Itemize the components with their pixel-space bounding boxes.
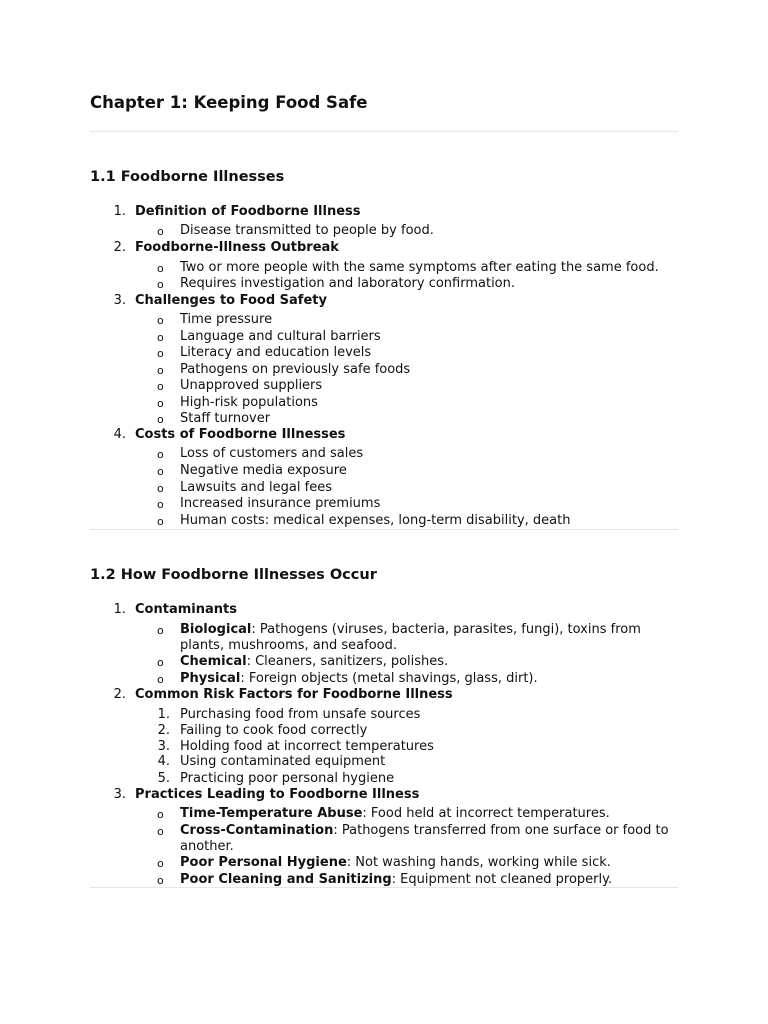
bullet-text [180, 653, 448, 670]
item-title: Contaminants [135, 602, 237, 617]
bullet-marker: o [157, 278, 164, 291]
bullet-marker: o [157, 808, 164, 821]
bullet-text: Unapproved suppliers [180, 378, 323, 393]
bullet-marker: o [157, 364, 164, 377]
bullet-text: Lawsuits and legal fees [180, 480, 332, 495]
bullet-marker: o [157, 515, 164, 528]
bullet-text: Increased insurance premiums [180, 496, 381, 511]
item-number: 3. [113, 293, 126, 308]
section-heading: 1.1 Foodborne Illnesses [90, 169, 285, 185]
bullet-marker: o [157, 656, 164, 669]
sub-item-text: Purchasing food from unsafe sources [180, 707, 421, 722]
bullet-marker: o [157, 314, 164, 327]
bullet-text: Pathogens on previously safe foods [180, 362, 411, 377]
bullet-text: Time pressure [180, 312, 273, 327]
bullet-description: : Pathogens transferred from one surface or food to [333, 823, 669, 838]
bullet-marker: o [157, 857, 164, 870]
bullet-marker: o [157, 825, 164, 838]
chapter-title: Chapter 1: Keeping Food Safe [90, 93, 368, 112]
bullet-text [180, 822, 669, 839]
bullet-text [180, 871, 612, 888]
bullet-text: Two or more people with the same symptoms after eating the same food. [180, 260, 659, 275]
bullet-marker: o [157, 465, 164, 478]
bullet-term: Chemical [180, 654, 247, 669]
bullet-marker: o [157, 331, 164, 344]
bullet-term: Poor Personal Hygiene [180, 855, 347, 870]
bullet-marker: o [157, 347, 164, 360]
bullet-text [180, 670, 538, 687]
item-title: Costs of Foodborne Illnesses [135, 427, 346, 442]
sub-item-number: 1. [157, 707, 170, 722]
bullet-description: : Not washing hands, working while sick. [346, 855, 611, 870]
bullet-marker: o [157, 380, 164, 393]
bullet-continuation: another. [180, 839, 234, 854]
item-title: Challenges to Food Safety [135, 293, 327, 308]
bullet-marker: o [157, 397, 164, 410]
bullet-marker: o [157, 225, 164, 238]
bullet-description: : Equipment not cleaned properly. [391, 872, 613, 887]
item-number: 2. [113, 687, 126, 702]
item-number: 3. [113, 787, 126, 802]
bullet-term: Biological [180, 622, 252, 637]
sub-item-number: 5. [157, 771, 170, 786]
bullet-text: Requires investigation and laboratory confirmation. [180, 276, 516, 291]
bullet-text [180, 854, 611, 871]
bullet-term: Physical [180, 671, 241, 686]
bullet-text [180, 805, 610, 822]
item-title: Definition of Foodborne Illness [135, 204, 361, 219]
bullet-description: : Foreign objects (metal shavings, glass, dirt). [240, 671, 538, 686]
bullet-marker: o [157, 624, 164, 637]
bullet-text: Negative media exposure [180, 463, 347, 478]
bullet-text: Human costs: medical expenses, long-term disability, death [180, 513, 571, 528]
bullet-marker: o [157, 498, 164, 511]
sub-item-text: Failing to cook food correctly [180, 723, 368, 738]
sub-item-number: 2. [157, 723, 170, 738]
item-number: 1. [113, 204, 126, 219]
item-title: Foodborne-Illness Outbreak [135, 240, 339, 255]
sub-item-text: Holding food at incorrect temperatures [180, 739, 434, 754]
bullet-description: : Pathogens (viruses, bacteria, parasites, fungi), toxins from [251, 622, 641, 637]
bullet-text: Staff turnover [180, 411, 271, 426]
sub-item-number: 3. [157, 739, 170, 754]
divider [90, 131, 678, 132]
bullet-marker: o [157, 413, 164, 426]
section-heading: 1.2 How Foodborne Illnesses Occur [90, 567, 377, 583]
bullet-marker: o [157, 482, 164, 495]
divider [90, 529, 678, 530]
bullet-text: Literacy and education levels [180, 345, 372, 360]
bullet-description: : Cleaners, sanitizers, polishes. [246, 654, 449, 669]
bullet-term: Time-Temperature Abuse [180, 806, 363, 821]
sub-item-number: 4. [157, 754, 170, 769]
item-number: 4. [113, 427, 126, 442]
item-number: 1. [113, 602, 126, 617]
bullet-marker: o [157, 673, 164, 686]
sub-item-text: Using contaminated equipment [180, 754, 386, 769]
bullet-text: Disease transmitted to people by food. [180, 223, 434, 238]
bullet-text: Loss of customers and sales [180, 446, 364, 461]
bullet-marker: o [157, 874, 164, 887]
item-title: Practices Leading to Foodborne Illness [135, 787, 420, 802]
bullet-term: Poor Cleaning and Sanitizing [180, 872, 392, 887]
sub-item-text: Practicing poor personal hygiene [180, 771, 395, 786]
bullet-continuation: plants, mushrooms, and seafood. [180, 638, 397, 653]
bullet-text: High-risk populations [180, 395, 318, 410]
divider [90, 887, 678, 888]
bullet-marker: o [157, 448, 164, 461]
bullet-description: : Food held at incorrect temperatures. [362, 806, 610, 821]
item-number: 2. [113, 240, 126, 255]
bullet-marker: o [157, 262, 164, 275]
bullet-text [180, 621, 641, 638]
bullet-term: Cross-Contamination [180, 823, 334, 838]
bullet-text: Language and cultural barriers [180, 329, 381, 344]
item-title: Common Risk Factors for Foodborne Illness [135, 687, 453, 702]
